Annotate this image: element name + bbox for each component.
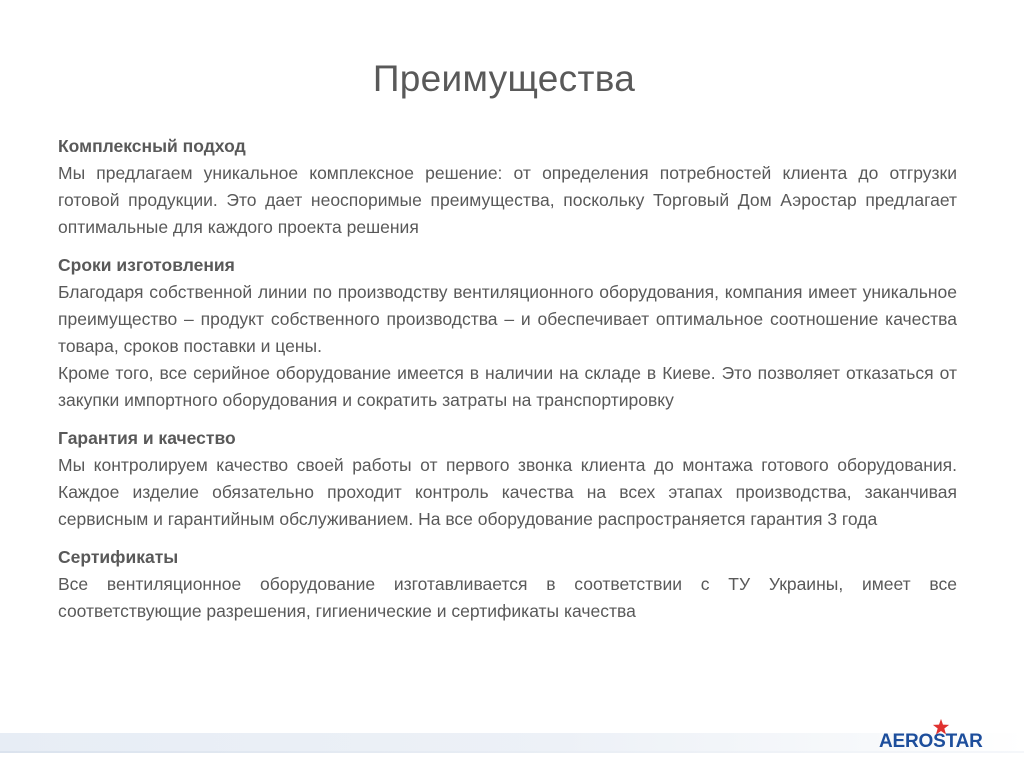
section-paragraph: Все вентиляционное оборудование изготавливается в соответствии с ТУ Украины, имеет все соответствующие разрешения, гигиенические и сертификаты качества xyxy=(58,574,957,621)
section-paragraph: Мы контролируем качество своей работы от первого звонка клиента до монтажа готового оборудования. Каждое изделие обязательно проходит контроль качества на всех этапах производства, заканчивая сервисным и гарантийным обслуживанием. На все оборудование распространяется гарантия 3 года xyxy=(58,455,957,529)
section-heading: Сертификаты xyxy=(58,547,179,567)
section-paragraph: Благодаря собственной линии по производству вентиляционного оборудования, компания имеет уникальное преимущество – продукт собственного производства – и обеспечивает оптимальное соотношение качества товара, сроков поставки и цены. xyxy=(58,282,957,356)
section-complex-approach xyxy=(58,133,957,241)
section-production-time xyxy=(58,252,957,414)
section-paragraph: Мы предлагаем уникальное комплексное решение: от определения потребностей клиента до отгрузки готовой продукции. Это дает неоспоримые преимущества, поскольку Торговый Дом Аэростар предлагает оптимальные для каждого проекта решения xyxy=(58,163,957,237)
star-icon xyxy=(932,718,950,736)
section-heading: Сроки изготовления xyxy=(58,255,235,275)
content-body xyxy=(58,133,957,636)
page-title: Преимущества xyxy=(372,58,636,99)
section-certificates xyxy=(58,544,957,625)
section-heading: Гарантия и качество xyxy=(58,428,236,448)
section-warranty-quality xyxy=(58,425,957,533)
footer-band xyxy=(0,733,1024,751)
section-heading: Комплексный подход xyxy=(58,136,246,156)
footer-divider xyxy=(0,751,1024,753)
logo-wordmark: AEROSTAR xyxy=(879,731,983,752)
section-paragraph: Кроме того, все серийное оборудование имеется в наличии на складе в Киеве. Это позволяет отказаться от закупки импортного оборудования и сократить затраты на транспортировку xyxy=(58,363,957,410)
aerostar-logo xyxy=(879,728,989,758)
